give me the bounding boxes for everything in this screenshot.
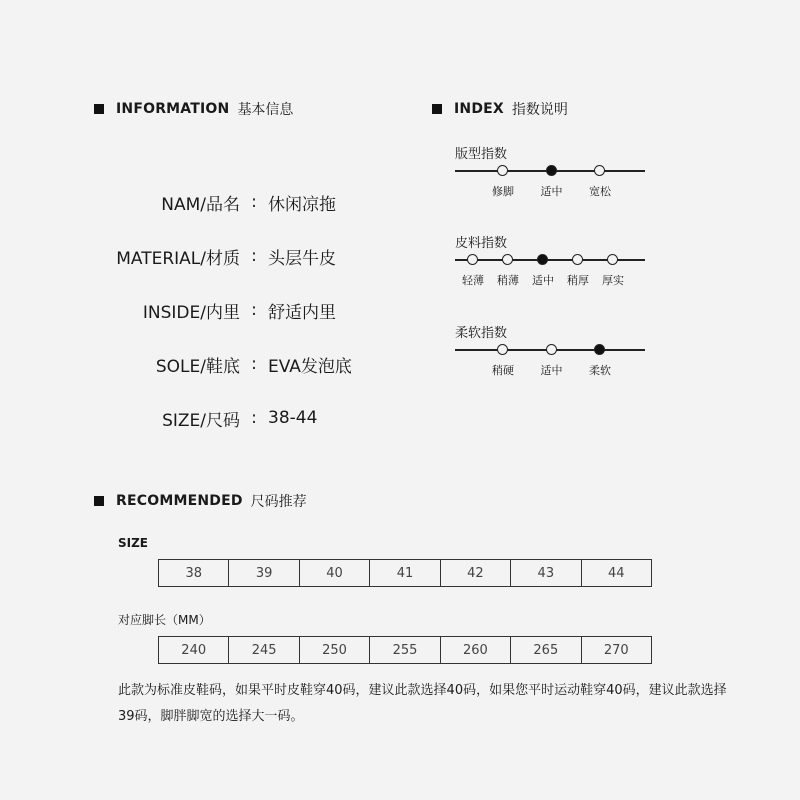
scale-dot (546, 344, 557, 355)
square-bullet-icon (432, 104, 442, 114)
table-row (159, 560, 652, 587)
recommended-header (94, 491, 307, 511)
index-title-zh: 指数说明 (511, 102, 568, 118)
info-separator: : (251, 354, 257, 374)
scale-dot (572, 254, 583, 265)
scale-dot-selected (537, 254, 548, 265)
index-scale-title: 皮料指数 (455, 236, 508, 251)
info-label: MATERIAL/材质 (116, 248, 240, 269)
information-title-en: INFORMATION (116, 101, 230, 117)
scale-point-label: 柔软 (589, 364, 611, 377)
size-cell: 38 (159, 560, 229, 587)
info-label: SIZE/尺码 (162, 410, 240, 431)
foot-length-cell: 265 (511, 637, 581, 664)
info-value: EVA发泡底 (268, 356, 352, 377)
foot-length-cell: 240 (159, 637, 229, 664)
info-row-inside (90, 283, 420, 337)
foot-length-cell: 270 (581, 637, 651, 664)
index-title-en: INDEX (454, 101, 504, 117)
index-scale-title: 版型指数 (455, 147, 508, 162)
info-separator: : (251, 192, 257, 212)
foot-length-cell: 250 (299, 637, 369, 664)
size-cell: 40 (299, 560, 369, 587)
scale-point-label: 宽松 (589, 185, 611, 198)
size-cell: 42 (440, 560, 510, 587)
scale-dot-selected (546, 165, 557, 176)
info-label: NAM/品名 (161, 194, 240, 215)
scale-dot (594, 165, 605, 176)
square-bullet-icon (94, 104, 104, 114)
scale-point-label: 稍厚 (567, 274, 589, 287)
foot-length-table (158, 636, 652, 664)
info-separator: : (251, 246, 257, 266)
info-row-name (90, 175, 420, 229)
info-value: 头层牛皮 (268, 248, 336, 269)
scale-point-label: 厚实 (602, 274, 624, 287)
index-scale (455, 250, 645, 286)
scale-point-label: 适中 (540, 185, 563, 198)
index-scale-leather (455, 232, 645, 286)
scale-dot (497, 344, 508, 355)
information-header (94, 99, 293, 119)
scale-point-label: 稍硬 (492, 364, 514, 377)
info-value: 38-44 (268, 408, 318, 428)
info-row-sole (90, 337, 420, 391)
size-recommendation-note: 此款为标准皮鞋码，如果平时皮鞋穿40码，建议此款选择40码，如果您平时运动鞋穿40码，建议此款选择39码，脚胖脚宽的选择大一码。 (118, 683, 727, 724)
index-scale-title: 柔软指数 (455, 326, 508, 341)
info-value: 休闲凉拖 (268, 194, 336, 215)
info-value: 舒适内里 (268, 302, 336, 323)
index-scale (455, 161, 645, 197)
foot-length-cell: 260 (440, 637, 510, 664)
square-bullet-icon (94, 496, 104, 506)
information-list (90, 175, 420, 445)
scale-dot-selected (594, 344, 605, 355)
foot-length-row-label: 对应脚长（MM） (118, 613, 211, 627)
table-row (159, 637, 652, 664)
scale-point-label: 修脚 (492, 185, 514, 198)
scale-point-label: 轻薄 (462, 274, 484, 287)
scale-dot (497, 165, 508, 176)
recommended-title-en: RECOMMENDED (116, 493, 243, 509)
scale-point-label: 稍薄 (497, 274, 519, 287)
size-cell: 44 (581, 560, 651, 587)
size-row-label: SIZE (118, 536, 149, 550)
size-cell: 41 (370, 560, 440, 587)
index-scale-softness (455, 322, 645, 376)
scale-dot (467, 254, 478, 265)
info-label: INSIDE/内里 (142, 302, 240, 323)
scale-point-label: 适中 (540, 364, 563, 377)
scale-dot (502, 254, 513, 265)
foot-length-cell: 255 (370, 637, 440, 664)
scale-point-label: 适中 (532, 274, 554, 287)
index-header (432, 99, 568, 119)
foot-length-cell: 245 (229, 637, 299, 664)
info-row-size (90, 391, 420, 445)
recommended-title-zh: 尺码推荐 (250, 494, 307, 510)
information-title-zh: 基本信息 (237, 102, 294, 118)
size-table (158, 559, 652, 587)
size-cell: 43 (511, 560, 581, 587)
info-label: SOLE/鞋底 (155, 356, 240, 377)
info-row-material (90, 229, 420, 283)
index-scale (455, 340, 645, 376)
info-separator: : (251, 408, 257, 428)
size-cell: 39 (229, 560, 299, 587)
info-separator: : (251, 300, 257, 320)
scale-dot (607, 254, 618, 265)
index-scale-fit (455, 143, 645, 197)
